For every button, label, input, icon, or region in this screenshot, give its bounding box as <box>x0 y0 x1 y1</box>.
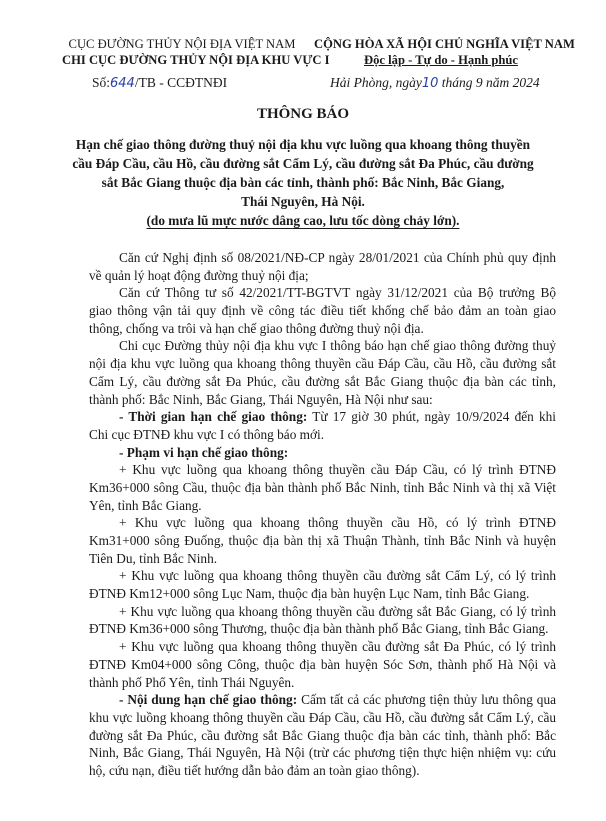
body-line: ĐTNĐ Km36+000 sông Thương, thuộc địa bàn thành phố Bắc Giang, tỉnh Bắc Giang. <box>89 621 549 637</box>
title-line: cầu Đáp Cầu, cầu Hồ, cầu đường sắt Cẩm Lý, cầu đường sắt Đa Phúc, cầu đường <box>72 156 534 171</box>
motto: Độc lập - Tự do - Hạnh phúc <box>364 53 518 67</box>
agency-name: CHI CỤC ĐƯỜNG THỦY NỘI ĐỊA KHU VỰC I <box>62 53 330 67</box>
body-line: + Khu vực luồng qua khoang thông thuyền cầu đường sắt Đa Phúc, có lý trình <box>119 639 556 655</box>
title-line: Hạn chế giao thông đường thuỷ nội địa khu vực luồng qua khoang thông thuyền <box>75 137 531 152</box>
body-line: ĐTNĐ Km12+000 sông Lục Nam, thuộc địa bàn huyện Lục Nam, tỉnh Bắc Giang. <box>89 586 530 602</box>
body-line: Yên, tỉnh Bắc Giang. <box>89 497 202 513</box>
body-line: thành phố: Bắc Ninh, Bắc Giang, Thái Nguyên, Hà Nội như sau: <box>89 391 433 407</box>
body-line <box>89 444 556 462</box>
body-line: Tiên Du, tỉnh Bắc Ninh. <box>89 550 218 566</box>
body-line: khu vực luồng khoang thông thuyền cầu Đáp Cầu, cầu Hồ, cầu đường sắt Cẩm Lý, cầu <box>89 709 556 725</box>
title-line: sắt Bắc Giang thuộc địa bàn các tỉnh, thành phố: Bắc Ninh, Bắc Giang, <box>101 175 505 190</box>
body-line: - Nội dung hạn chế giao thông: Cấm tất cả các phương tiện thủy lưu thông qua <box>119 692 556 708</box>
handwritten-day: 10 <box>421 76 439 91</box>
body-line: Cẩm Lý, cầu đường sắt Đa Phúc, cầu đường sắt Bắc Giang thuộc địa bàn các tỉnh, <box>89 373 556 389</box>
body-line: về quản lý hoạt động đường thuỷ nội địa; <box>89 267 309 283</box>
body-line: Chi cục Đường thủy nội địa khu vực I thông báo hạn chế giao thông đường thuỷ <box>119 338 556 354</box>
document-number: Số:644/TB - CCĐTNĐI <box>92 75 228 91</box>
body-line: - Thời gian hạn chế giao thông: Từ 17 giờ 30 phút, ngày 10/9/2024 đến khi <box>119 409 556 425</box>
body-line: + Khu vực luồng qua khoang thông thuyền cầu đường sắt Cẩm Lý, có lý trình <box>119 568 556 584</box>
body-line: + Khu vực luồng qua khoang thông thuyền cầu Hồ, có lý trình ĐTNĐ <box>119 515 556 531</box>
title-line: (do mưa lũ mực nước dâng cao, lưu tốc dòng chảy lớn). <box>146 213 460 228</box>
parent-agency: CỤC ĐƯỜNG THỦY NỘI ĐỊA VIỆT NAM <box>68 37 296 51</box>
document-date: Hải Phòng, ngày10 tháng 9 năm 2024 <box>330 75 540 91</box>
body-line: Chi cục ĐTNĐ khu vực I có thông báo mới. <box>89 426 325 442</box>
title-line: Thái Nguyên, Hà Nội. <box>241 194 365 209</box>
section-heading: - Thời gian hạn chế giao thông: <box>119 409 308 425</box>
document-body <box>89 249 556 780</box>
body-line: nội địa khu vực luồng qua khoang thông thuyền cầu Đáp Cầu, cầu Hồ, cầu đường sắt <box>89 356 556 372</box>
body-line: + Khu vực luồng qua khoang thông thuyền cầu Đáp Cầu, có lý trình ĐTNĐ <box>119 462 556 478</box>
body-line: + Khu vực luồng qua khoang thông thuyền cầu đường sắt Bắc Giang, có lý trình <box>119 603 556 619</box>
body-line: hộ, cứu nạn, điều tiết hướng dẫn bảo đảm an toàn giao thông). <box>89 762 420 778</box>
document-title <box>60 135 546 230</box>
body-line: Căn cứ Thông tư số 42/2021/TT-BGTVT ngày 31/12/2021 của Bộ trưởng Bộ <box>119 285 556 301</box>
issuing-agency <box>62 36 330 68</box>
country-name: CỘNG HÒA XÃ HỘI CHỦ NGHĨA VIỆT NAM <box>314 37 575 51</box>
body-line: Km31+000 sông Đuống, thuộc địa bàn thị xã Thuận Thành, tỉnh Bắc Ninh và huyện <box>89 533 556 548</box>
document-type: THÔNG BÁO <box>256 106 350 122</box>
handwritten-number: 644 <box>110 76 135 91</box>
national-motto <box>314 36 575 68</box>
body-line: Ninh, Bắc Giang, Thái Nguyên, Hà Nội (trừ các phương tiện thực hiện nhiệm vụ: cứu <box>89 745 556 761</box>
body-line: đường sắt Đa Phúc, cầu đường sắt Bắc Giang thuộc địa bàn các tỉnh, thành phố: Bắc <box>89 727 556 743</box>
body-line: Km36+000 sông Cầu, thuộc địa bàn thành phố Bắc Ninh, tỉnh Bắc Ninh và thị xã Việt <box>89 479 556 495</box>
section-heading: - Phạm vi hạn chế giao thông: <box>119 444 289 460</box>
body-line: giao thông vận tải quy định về công tác điều tiết khống chế bảo đảm an toàn giao <box>89 303 556 319</box>
body-line: Căn cứ Nghị định số 08/2021/NĐ-CP ngày 28/01/2021 của Chính phủ quy định <box>119 250 556 265</box>
body-line: thành phố Phổ Yên, tỉnh Thái Nguyên. <box>89 674 295 690</box>
body-line: thông, chống va trôi và hạn chế giao thông đường thuỷ nội địa. <box>89 320 424 336</box>
body-line: ĐTNĐ Km04+000 sông Công, thuộc địa bàn huyện Sóc Sơn, thành phố Hà Nội và <box>89 656 556 672</box>
section-heading: - Nội dung hạn chế giao thông: <box>119 692 298 708</box>
